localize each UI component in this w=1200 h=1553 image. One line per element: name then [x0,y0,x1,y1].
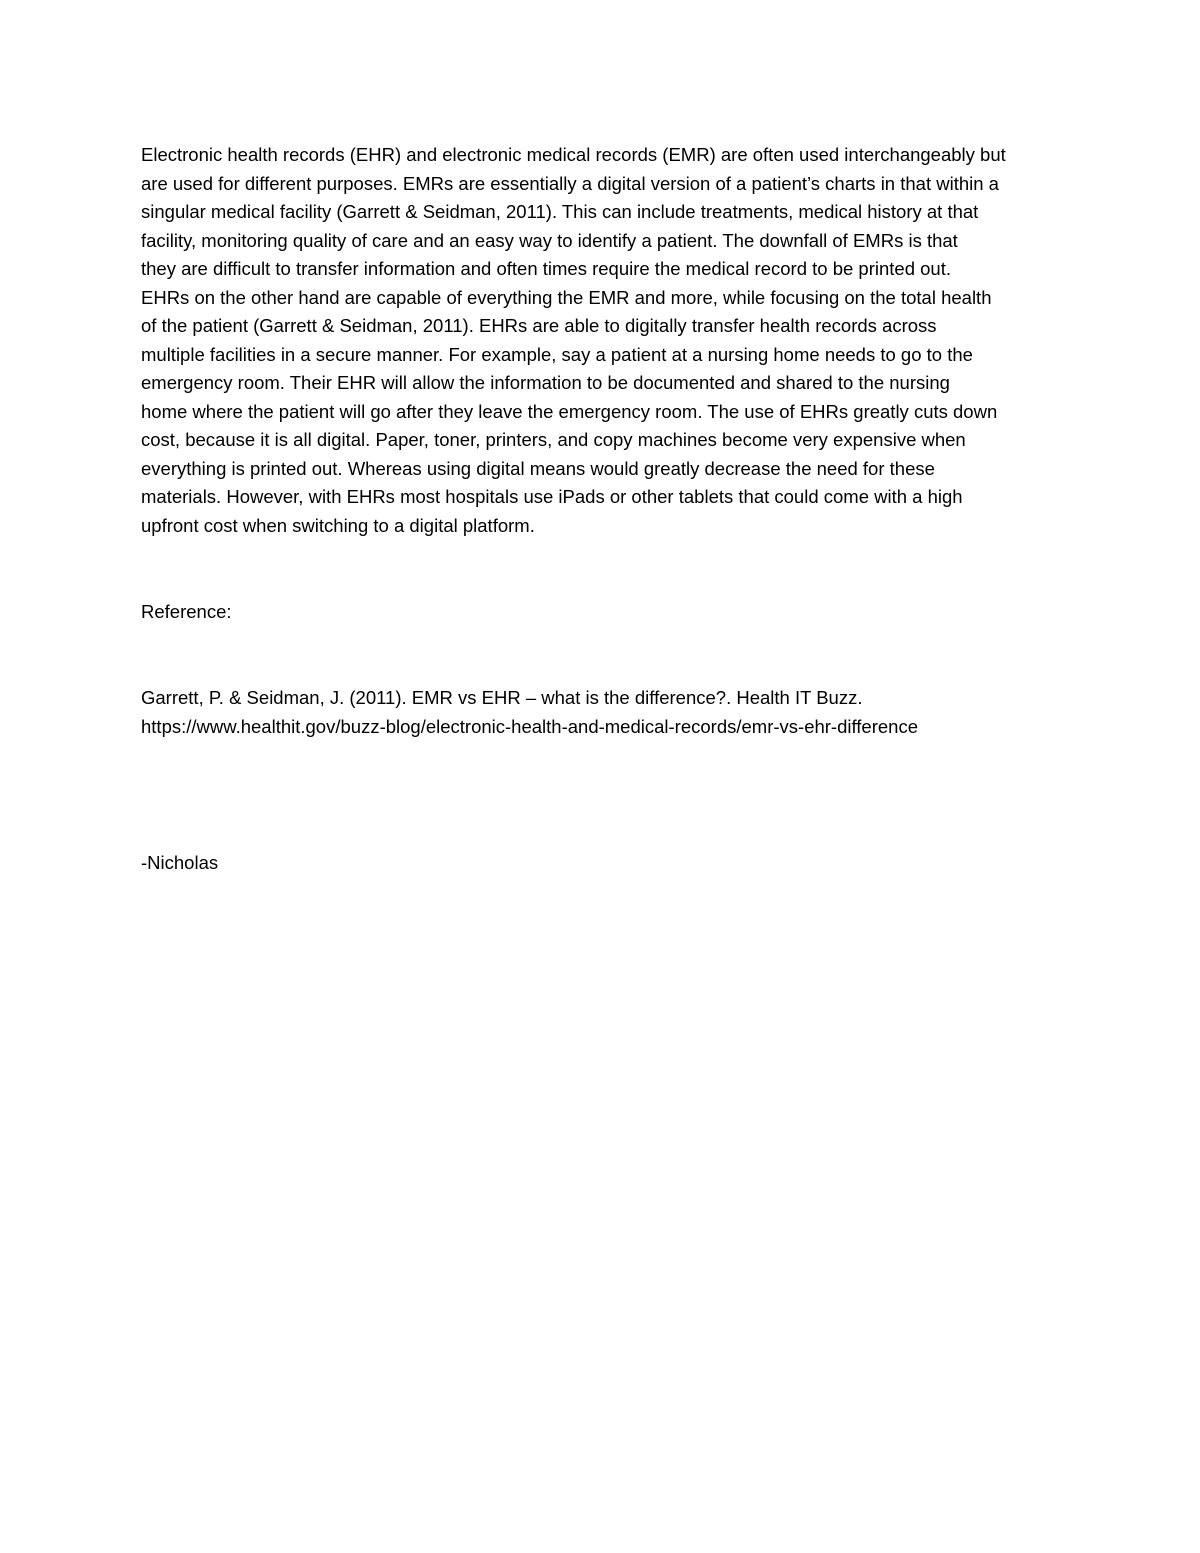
citation-line: Garrett, P. & Seidman, J. (2011). EMR vs EHR – what is the difference?. Health IT Buzz. [141,687,863,708]
body-line: are used for different purposes. EMRs are essentially a digital version of a patient’s charts in that within a [141,172,999,194]
body-line: multiple facilities in a secure manner. For example, say a patient at a nursing home needs to go to the [141,343,973,365]
reference-citation [141,684,918,741]
body-line: EHRs on the other hand are capable of everything the EMR and more, while focusing on the total health [141,286,992,308]
body-paragraph [141,141,1061,540]
body-line: home where the patient will go after they leave the emergency room. The use of EHRs greatly cuts down [141,400,998,422]
body-line: of the patient (Garrett & Seidman, 2011). EHRs are able to digitally transfer health records across [141,315,937,336]
citation-url: https://www.healthit.gov/buzz-blog/electronic-health-and-medical-records/emr-vs-ehr-difference [141,715,918,737]
body-line: emergency room. Their EHR will allow the information to be documented and shared to the nursing [141,372,950,393]
body-line: cost, because it is all digital. Paper, toner, printers, and copy machines become very expensive when [141,429,966,450]
reference-heading: Reference: [141,601,232,622]
signature: -Nicholas [141,852,219,873]
body-line: singular medical facility (Garrett & Seidman, 2011). This can include treatments, medical history at that [141,201,979,222]
body-line: they are difficult to transfer information and often times require the medical record to be printed out. [141,258,951,279]
document-content [141,141,1061,873]
body-line: materials. However, with EHRs most hospitals use iPads or other tablets that could come with a high [141,486,963,507]
body-line: Electronic health records (EHR) and electronic medical records (EMR) are often used interchangeably but [141,144,1006,165]
body-line: facility, monitoring quality of care and an easy way to identify a patient. The downfall of EMRs is that [141,229,958,251]
body-line: upfront cost when switching to a digital platform. [141,514,535,536]
body-line: everything is printed out. Whereas using digital means would greatly decrease the need for these [141,457,935,479]
